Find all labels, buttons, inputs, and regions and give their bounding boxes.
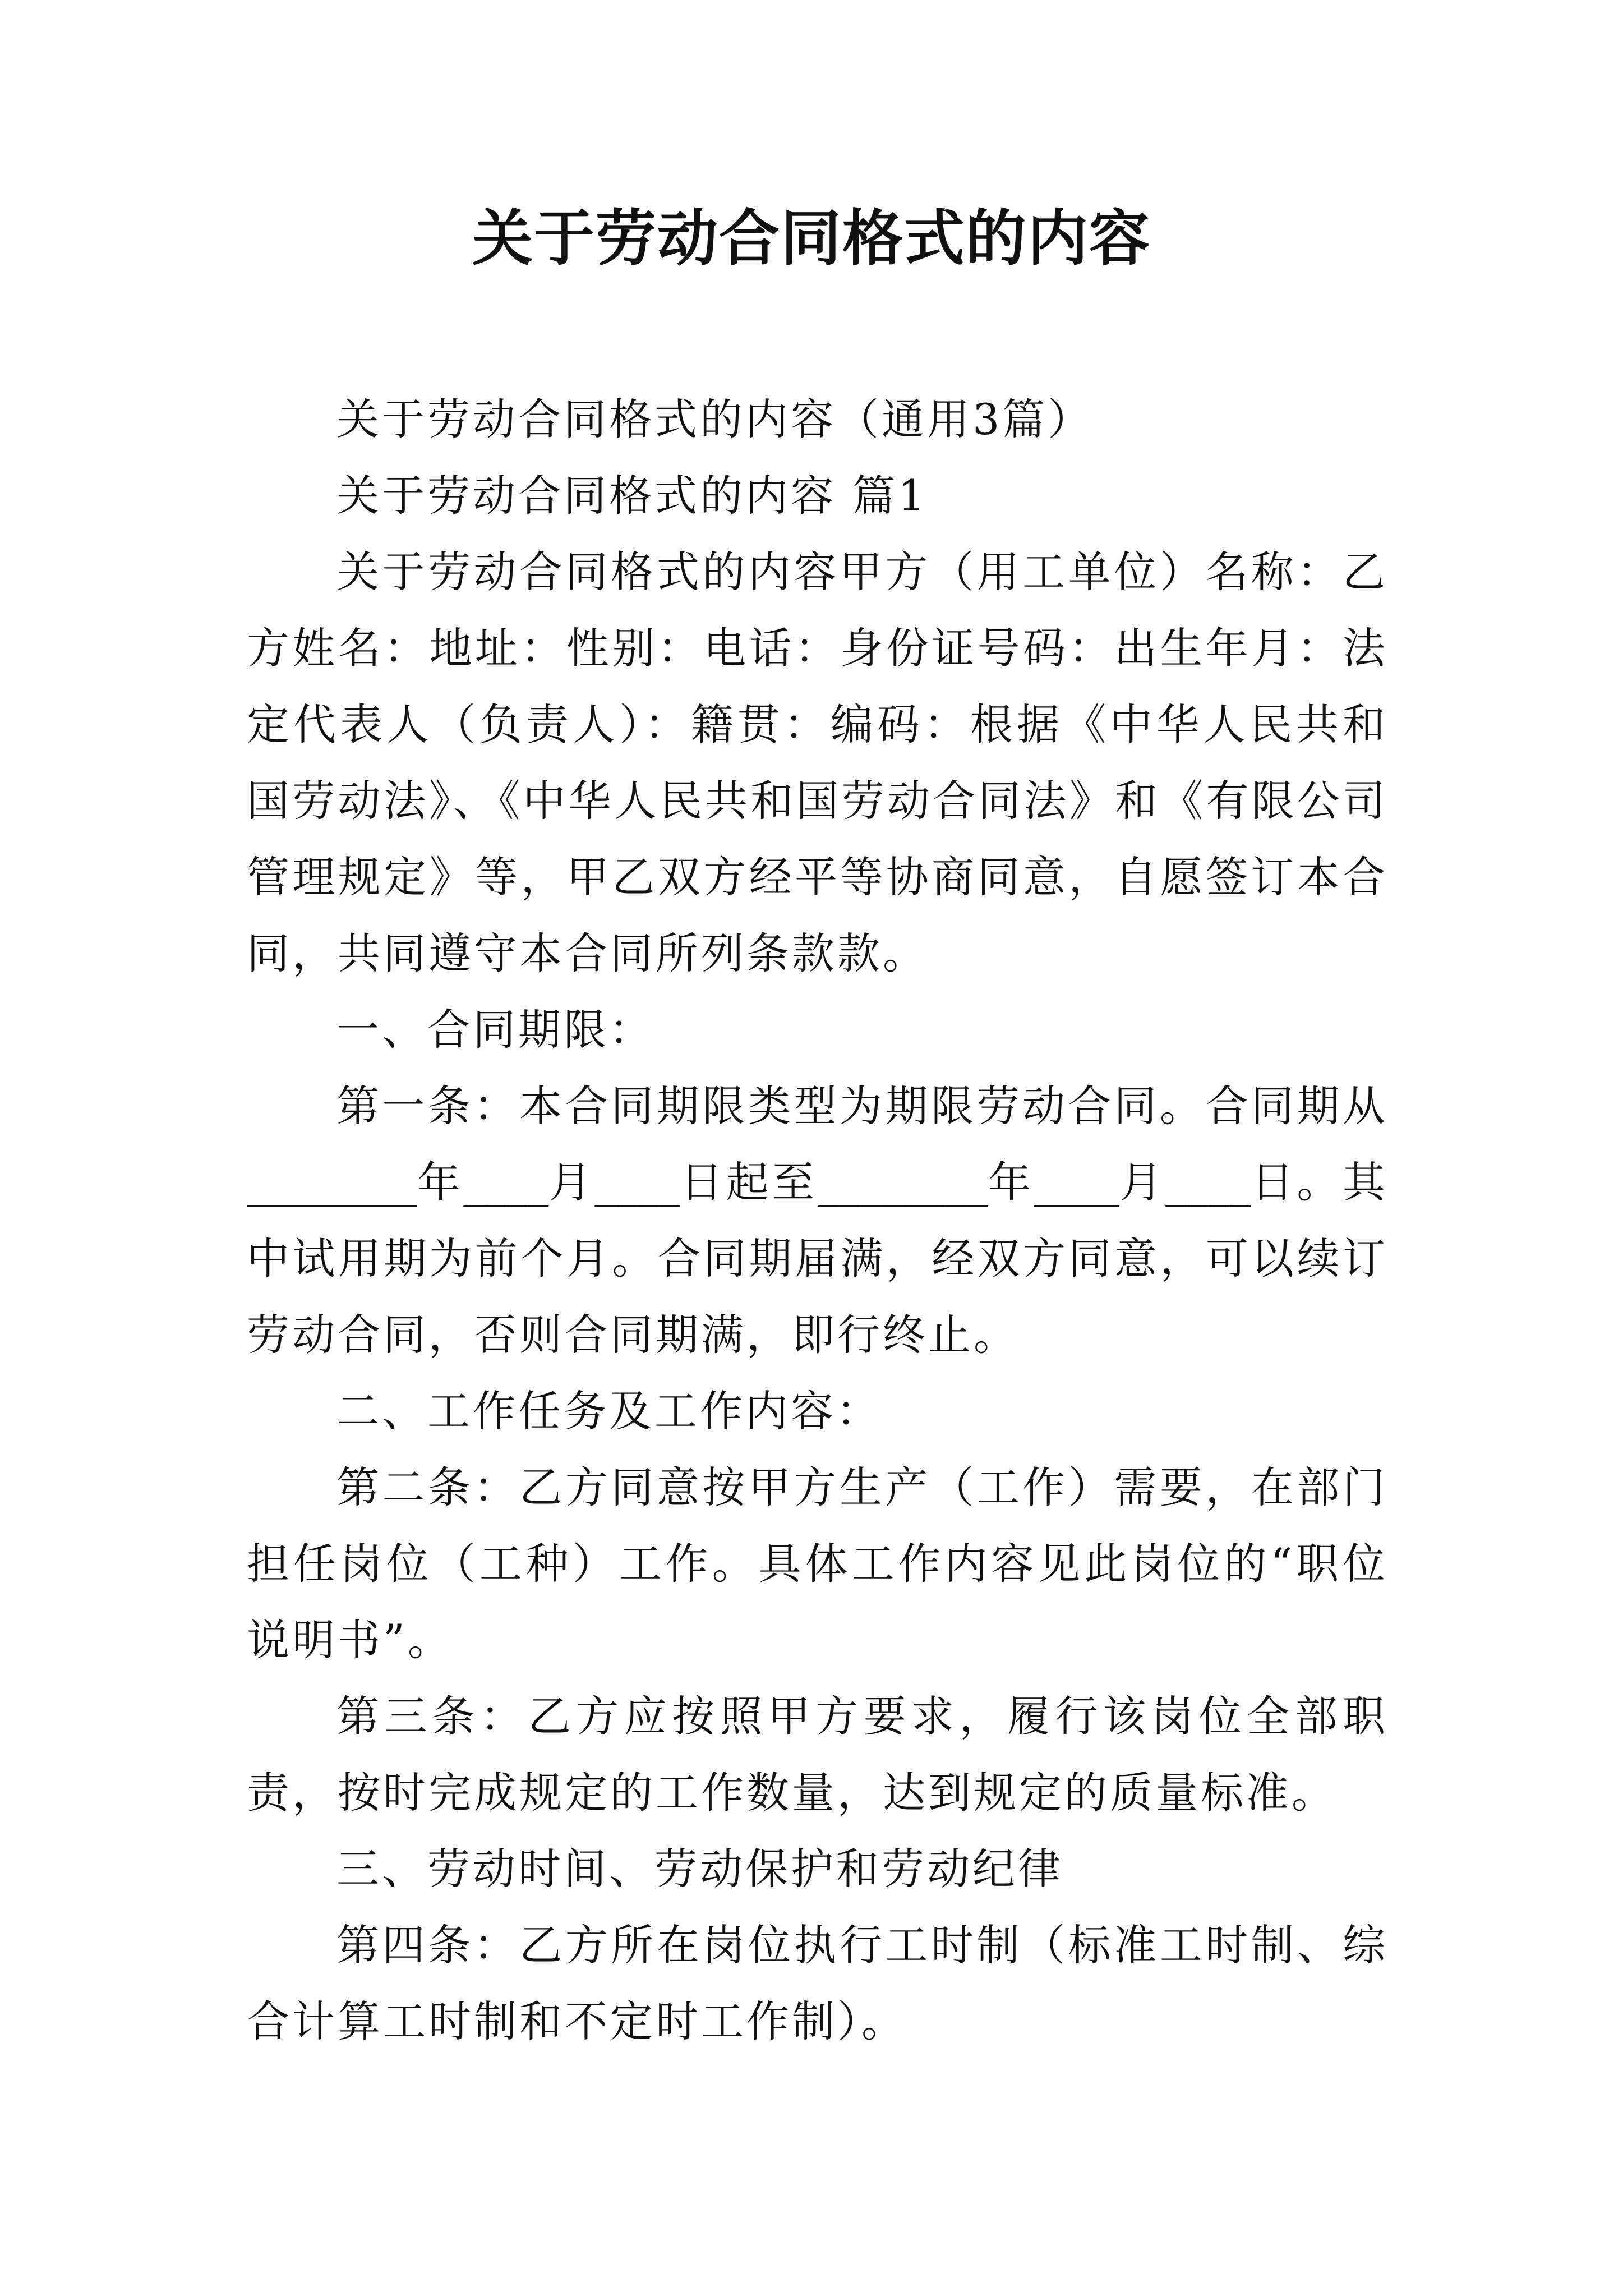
blank-end-year: ________	[817, 1157, 988, 1207]
document-title: 关于劳动合同格式的内容	[472, 203, 1151, 274]
blank-end-month: ____	[1034, 1157, 1120, 1207]
blank-end-day: ____	[1165, 1157, 1251, 1207]
article-1-text: 第一条：本合同期限类型为期限劳动合同。合同期从	[336, 1081, 1388, 1131]
label-day-end: 日。其	[1251, 1157, 1389, 1207]
label-day-from: 日起至	[680, 1157, 818, 1207]
label-year-end: 年	[988, 1157, 1035, 1207]
paragraph-parties: 关于劳动合同格式的内容甲方（用工单位）名称：乙方姓名：地址：性别：电话：身份证号码：出生年月：法定代表人（负责人）：籍贯：编码：根据《中华人民共和国劳动法》、《中华人民共和国劳动合同法》和《有限公司管理规定》等，甲乙双方经平等协商同意，自愿签订本合同，共同遵守本合同所列条款款。	[247, 547, 1388, 978]
paragraph-article-3: 第三条：乙方应按照甲方要求，履行该岗位全部职责，按时完成规定的工作数量，达到规定的质量标准。	[247, 1691, 1388, 1818]
paragraph-article-1	[247, 1068, 1388, 1373]
paragraph-article-4: 第四条：乙方所在岗位执行工时制（标准工时制、综合计算工时制和不定时工作制）。	[247, 1920, 1388, 2046]
article-1-continued: 中试用期为前个月。合同期届满，经双方同意，可以续订劳动合同，否则合同期满，即行终止。	[247, 1234, 1388, 1360]
paragraph-section-heading: 关于劳动合同格式的内容 篇1	[336, 471, 928, 521]
paragraph-subtitle: 关于劳动合同格式的内容（通用3篇）	[336, 394, 1094, 444]
label-year-start: 年	[417, 1157, 464, 1207]
paragraph-article-2: 第二条：乙方同意按甲方生产（工作）需要，在部门担任岗位（工种）工作。具体工作内容见此岗位的“职位说明书”。	[247, 1462, 1388, 1665]
blank-start-month: ____	[463, 1157, 549, 1207]
blank-start-day: ____	[594, 1157, 680, 1207]
label-month-end: 月	[1119, 1157, 1166, 1207]
paragraph-heading-term: 一、合同期限：	[336, 1005, 654, 1055]
paragraph-heading-labor: 三、劳动时间、劳动保护和劳动纪律	[336, 1844, 1063, 1894]
paragraph-heading-tasks: 二、工作任务及工作内容：	[336, 1386, 882, 1436]
document-body	[247, 381, 1388, 2060]
label-month-start: 月	[548, 1157, 595, 1207]
blank-start-year: ________	[247, 1157, 417, 1207]
